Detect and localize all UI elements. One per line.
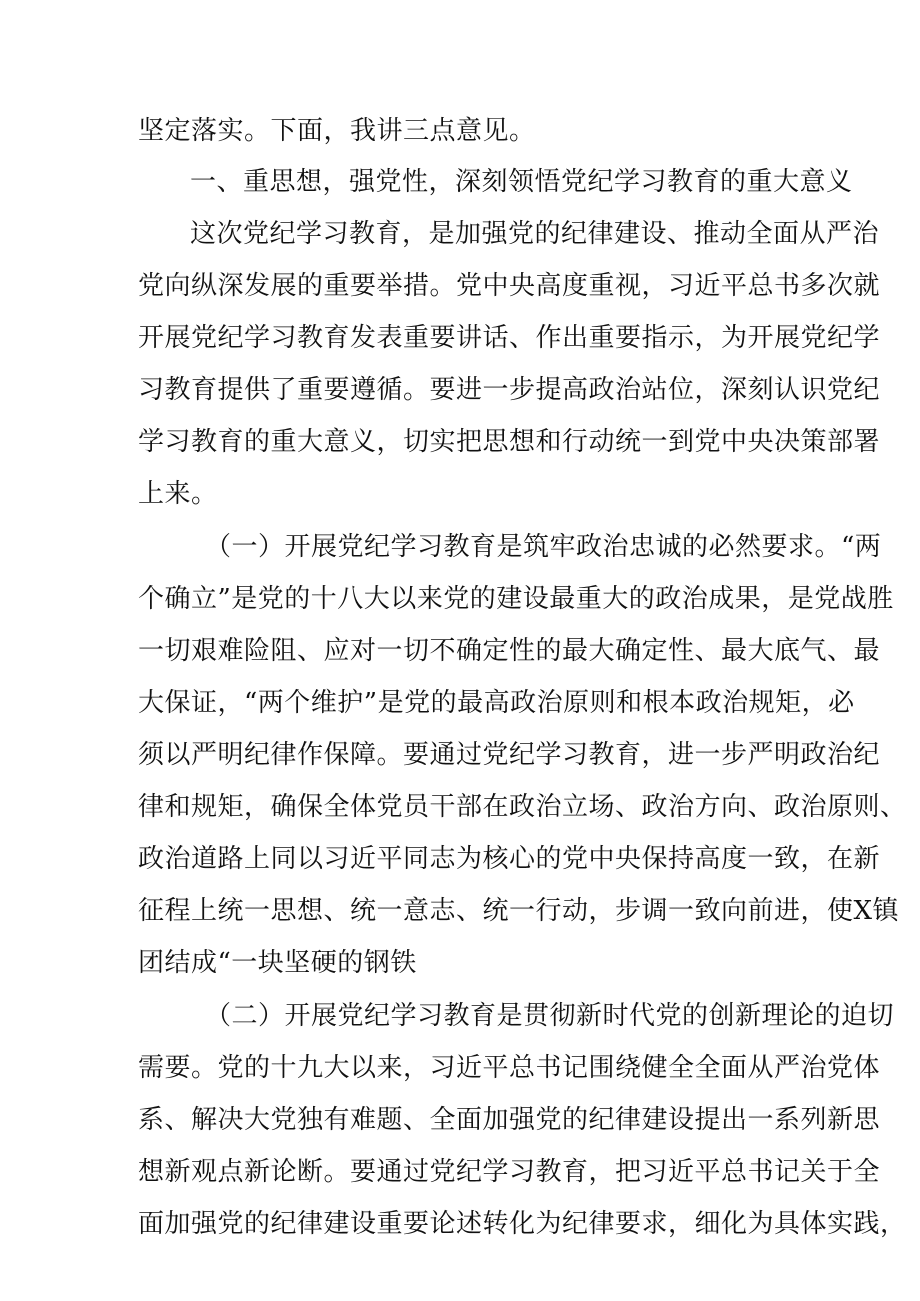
text-line: 大保证，“两个维护”是党的最高政治原则和根本政治规矩，必 bbox=[138, 688, 855, 718]
text-line: 党向纵深发展的重要举措。党中央高度重视，习近平总书多次就 bbox=[138, 271, 881, 301]
text-line: 面加强党的纪律建设重要论述转化为纪律要求，细化为具体实践， bbox=[138, 1209, 907, 1239]
text-line: 系、解决大党独有难题、全面加强党的纪律建设提出一系列新思 bbox=[138, 1105, 881, 1135]
text-line: 个确立”是党的十八大以来党的建设最重大的政治成果，是党战胜 bbox=[138, 584, 894, 614]
text-line: 须以严明纪律作保障。要通过党纪学习教育，进一步严明政治纪 bbox=[138, 740, 881, 770]
text-line: 团结成“一块坚硬的钢铁 bbox=[138, 948, 417, 978]
text-line: 坚定落实。下面，我讲三点意见。 bbox=[138, 116, 536, 146]
text-line: 律和规矩，确保全体党员干部在政治立场、政治方向、政治原则、 bbox=[138, 792, 907, 822]
subsection-heading: （二）开展党纪学习教育是贯彻新时代党的创新理论的迫切 bbox=[205, 1001, 895, 1031]
subsection-heading: （一）开展党纪学习教育是筑牢政治忠诚的必然要求。“两 bbox=[205, 532, 882, 562]
text-line: 习教育提供了重要遵循。要进一步提高政治站位，深刻认识党纪 bbox=[138, 375, 881, 405]
text-line: 征程上统一思想、统一意志、统一行动，步调一致向前进，使X镇 bbox=[138, 896, 900, 926]
text-line: 需要。党的十九大以来，习近平总书记围绕健全全面从严治党体 bbox=[138, 1053, 881, 1083]
section-heading: 一、重思想，强党性，深刻领悟党纪学习教育的重大意义 bbox=[190, 167, 853, 197]
text-line: 一切艰难险阻、应对一切不确定性的最大确定性、最大底气、最 bbox=[138, 636, 881, 666]
text-line: 开展党纪学习教育发表重要讲话、作出重要指示，为开展党纪学 bbox=[138, 323, 881, 353]
text-line: 这次党纪学习教育，是加强党的纪律建设、推动全面从严治 bbox=[190, 219, 880, 249]
text-line: 政治道路上同以习近平同志为核心的党中央保持高度一致，在新 bbox=[138, 844, 881, 874]
text-line: 上来。 bbox=[138, 479, 218, 509]
text-line: 学习教育的重大意义，切实把思想和行动统一到党中央决策部署 bbox=[138, 427, 881, 457]
text-line: 想新观点新论断。要通过党纪学习教育，把习近平总书记关于全 bbox=[138, 1157, 881, 1187]
